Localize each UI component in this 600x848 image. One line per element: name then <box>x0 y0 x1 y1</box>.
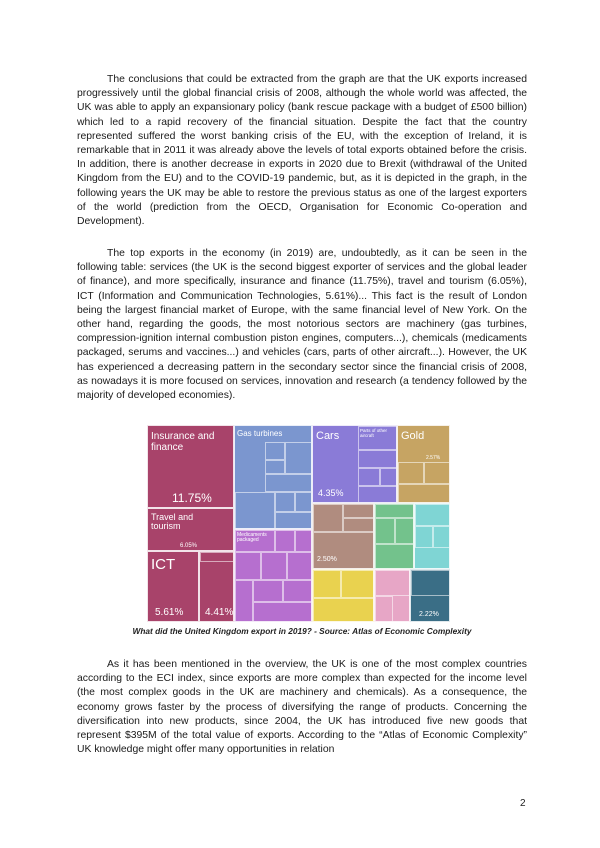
tile-services-other-pct: 4.41% <box>205 607 234 618</box>
tile-cars <box>312 425 397 503</box>
tile-insurance-finance <box>147 425 234 508</box>
tile-gold-label: Gold <box>401 430 425 442</box>
tile-chemicals-misc <box>312 503 374 569</box>
tile-cars-pct: 4.35% <box>318 488 344 498</box>
tile-gas-turbines-label: Gas turbines <box>237 429 283 438</box>
tile-electronics <box>374 569 410 622</box>
tile-insurance-pct: 11.75% <box>172 491 212 505</box>
paragraph-top-exports: The top exports in the economy (in 2019) are, undoubtedly, as it can be seen in the following table: services (the UK is the second biggest exporter of services and the global leader of finance), and more specifically, insurance and finance (11.75%), travel and tourism (6.05%), ICT (Information and Communication Technologies, 5.61%)... This fact is the result of London being the largest financial market of Europe, with the same financial level of New York. On the other hand, regarding the goods, the most notorious sectors are machinery (gas turbines, compression-ignition internal combustion piston engines, computers...), chemicals (medicaments packaged, serums and vaccines...) and vehicles (cars, parts of other aircraft...). However, the UK has experienced a decreasing pattern in the secondary sector since the financial crisis of 2008, as nowadays it is more focused on services, innovation and research (a tendency followed by the majority of developed economies). <box>77 248 527 402</box>
tile-travel-label: Travel and tourism <box>151 512 194 532</box>
tile-parts-aircraft-label: Parts of other aircraft <box>360 428 388 438</box>
tile-gold <box>397 425 450 503</box>
tile-minerals-pct: 2.22% <box>419 611 439 618</box>
tile-minerals <box>410 569 450 622</box>
tile-services-other <box>199 551 234 622</box>
tile-travel-tourism <box>147 508 234 551</box>
figure-caption: What did the United Kingdom export in 2019? - Source: Atlas of Economic Complexity <box>132 626 472 636</box>
paragraph-complexity: As it has been mentioned in the overview, the UK is one of the most complex countries according to the ECI index, since exports are more complex than expected for the income level (the most complex goods in the UK are machinery and chemicals). As a consequence, the economy grows faster by the process of diversifying the range of products. Concerning the diversification into new products, since 2004, the UK has introduced five new goods that represent $395M of the total value of exports. According to the “Atlas of Economic Complexity” UK knowledge might offer many opportunities in relation <box>77 659 527 756</box>
tile-ict-pct: 5.61% <box>155 607 184 618</box>
tile-travel-pct: 6.05% <box>180 543 198 549</box>
tile-cars-label: Cars <box>316 430 340 442</box>
tile-agriculture <box>374 503 414 569</box>
tile-gold-pct: 2.57% <box>426 455 441 461</box>
tile-medicaments <box>234 529 312 622</box>
page-number: 2 <box>520 798 526 809</box>
paragraph-export-trend: The conclusions that could be extracted from the graph are that the UK exports increased progressively until the global financial crisis of 2008, although the whole world was affected, the UK was able to apply an expansionary policy (bank rescue package with a budget of £500 billion) which led to a rapid recovery of the financial situation. Despite the fact that the country represented suffered the worst banking crisis of the EU, with the exception of Ireland, it is remarkable that in 2011 it was already above the levels of total exports obtained before the crisis. In addition, there is another decrease in exports in 2020 due to Brexit (withdrawal of the United Kingdom from the EU) and to the COVID-19 pandemic, but, as it is depicted in the graph, in the following years the UK may be able to restore the previous status as one of the largest exporters of the world (prediction from the OECD, Organisation for Economic Co-operation and Development). <box>77 74 527 228</box>
tile-other-products <box>414 503 450 569</box>
tile-medicaments-label: Medicaments packaged <box>237 532 267 544</box>
tile-metals <box>312 569 374 622</box>
tile-chemicals-pct: 2.50% <box>317 556 337 563</box>
tile-ict <box>147 551 199 622</box>
export-treemap <box>147 425 450 622</box>
tile-insurance-label: Insurance and finance <box>151 431 215 453</box>
tile-gas-turbines <box>234 425 312 529</box>
tile-ict-label: ICT <box>151 556 176 573</box>
